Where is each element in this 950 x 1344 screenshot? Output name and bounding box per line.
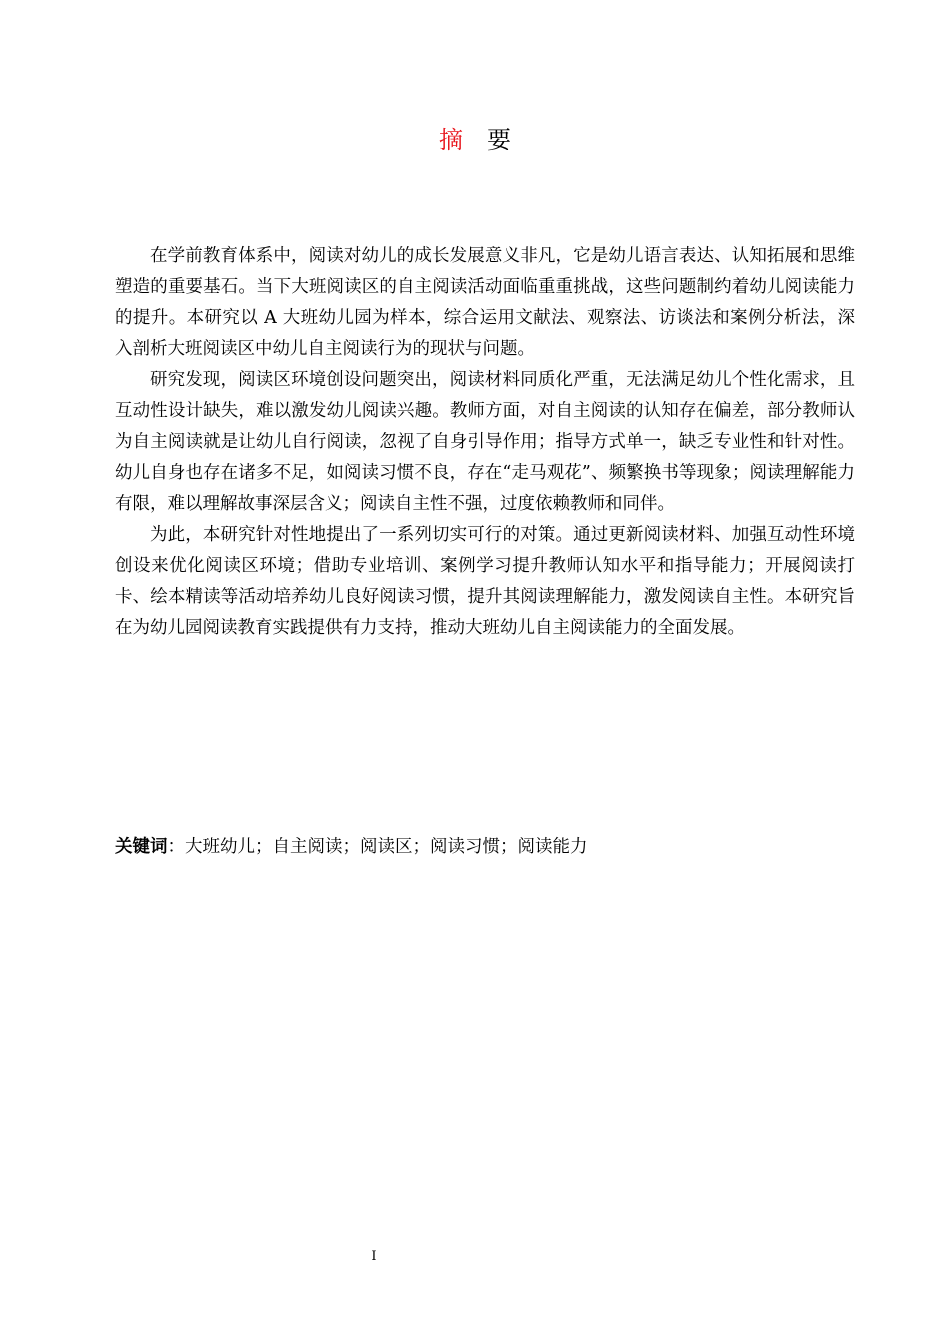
title-char-2: 要 bbox=[487, 126, 511, 154]
abstract-title bbox=[0, 122, 950, 158]
abstract-body bbox=[115, 241, 855, 644]
abstract-paragraph-2: 研究发现，阅读区环境创设问题突出，阅读材料同质化严重，无法满足幼儿个性化需求，且互动性设计缺失，难以激发幼儿阅读兴趣。教师方面，对自主阅读的认知存在偏差，部分教师认为自主阅读就是让幼儿自行阅读，忽视了自身引导作用；指导方式单一，缺乏专业性和针对性。幼儿自身也存在诸多不足，如阅读习惯不良，存在“走马观花”、频繁换书等现象；阅读理解能力有限，难以理解故事深层含义；阅读自主性不强，过度依赖教师和同伴。 bbox=[115, 370, 855, 514]
keywords-separator: ： bbox=[167, 837, 185, 857]
title-char-1: 摘 bbox=[439, 126, 463, 154]
keywords-text: 大班幼儿；自主阅读；阅读区；阅读习惯；阅读能力 bbox=[185, 837, 588, 857]
page-number: I bbox=[371, 1249, 377, 1264]
abstract-paragraph-1: 在学前教育体系中，阅读对幼儿的成长发展意义非凡，它是幼儿语言表达、认知拓展和思维塑造的重要基石。当下大班阅读区的自主阅读活动面临重重挑战，这些问题制约着幼儿阅读能力的提升。本研究以 A 大班幼儿园为样本，综合运用文献法、观察法、访谈法和案例分析法，深入剖析大班阅读区中幼儿自主阅读行为的现状与问题。 bbox=[115, 246, 855, 359]
abstract-paragraph-3: 为此，本研究针对性地提出了一系列切实可行的对策。通过更新阅读材料、加强互动性环境创设来优化阅读区环境；借助专业培训、案例学习提升教师认知水平和指导能力；开展阅读打卡、绘本精读等活动培养幼儿良好阅读习惯，提升其阅读理解能力，激发阅读自主性。本研究旨在为幼儿园阅读教育实践提供有力支持，推动大班幼儿自主阅读能力的全面发展。 bbox=[115, 525, 855, 638]
keywords-label: 关键词 bbox=[115, 837, 168, 857]
keywords-line bbox=[115, 833, 855, 861]
